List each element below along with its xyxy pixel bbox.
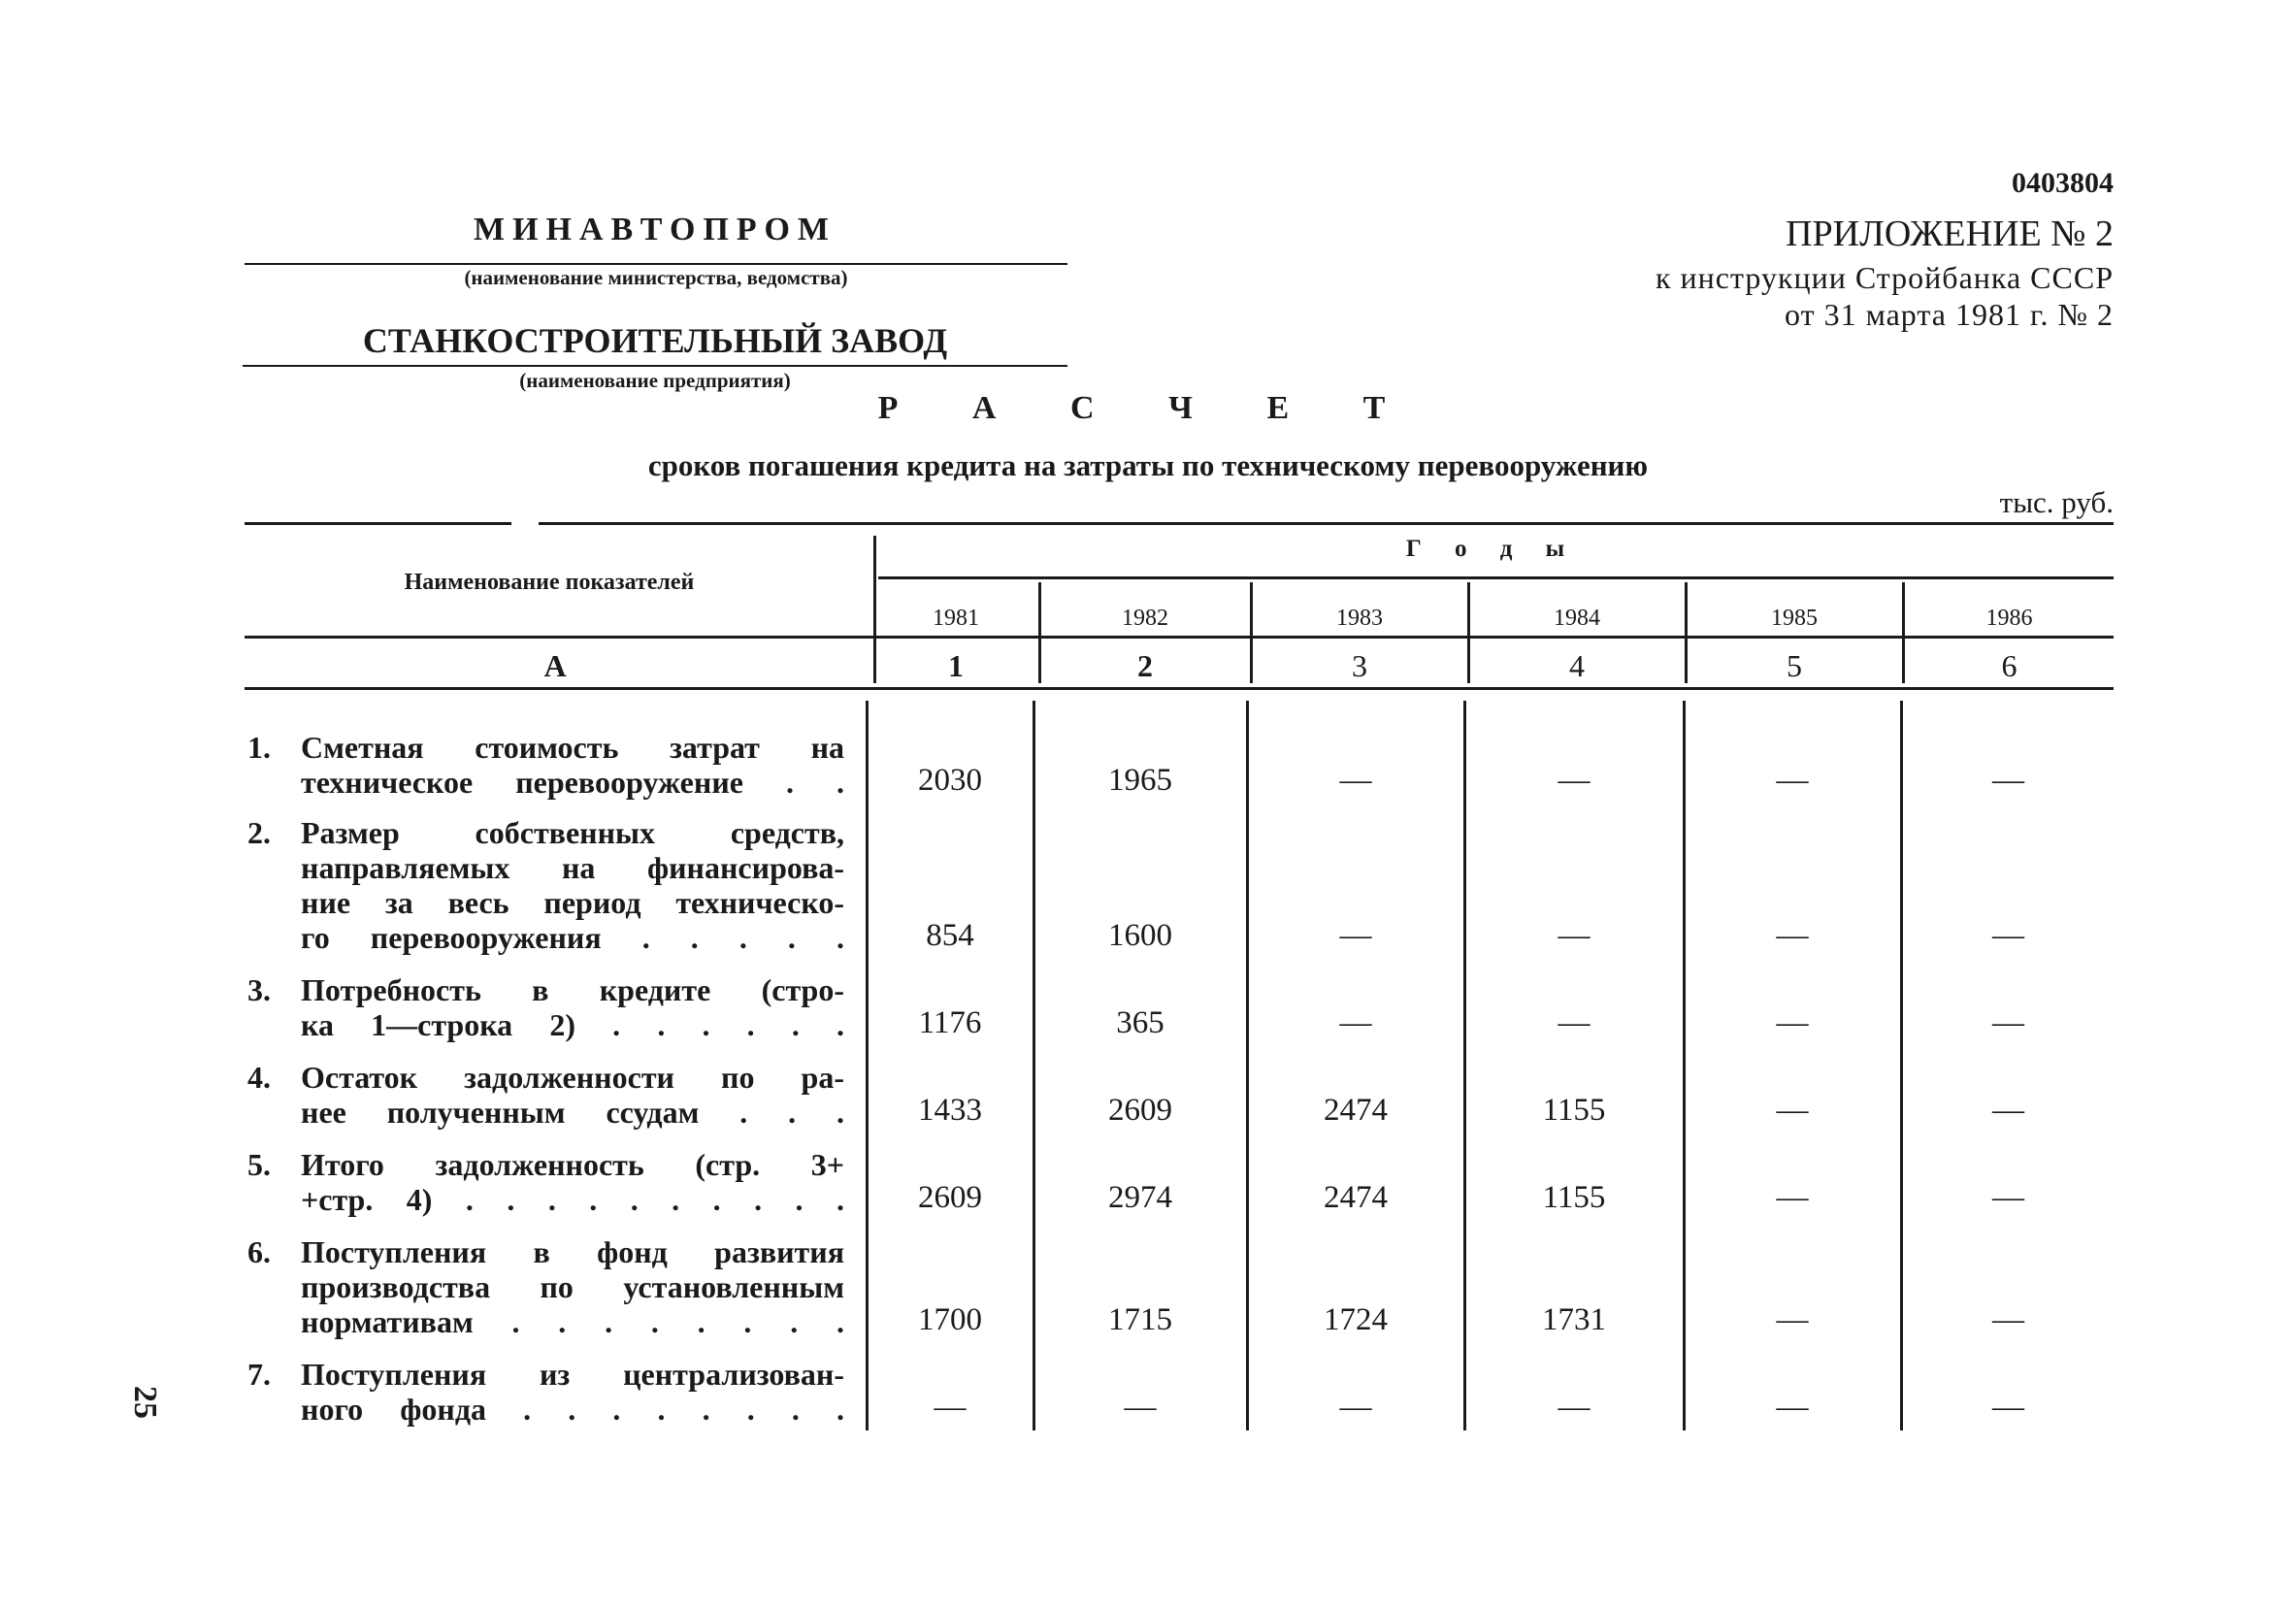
year-header: 1984 [1554, 606, 1600, 631]
year-header: 1986 [1985, 606, 2033, 631]
table-cell: — [1776, 918, 1809, 953]
table-cell: — [1992, 1093, 2024, 1128]
row-text: Поступления в фонд развития производства по установленным нормативам . . . . . . . . [301, 1234, 844, 1339]
row-number: 4. [247, 1060, 271, 1095]
table-cell: — [1776, 1180, 1809, 1215]
table-cell: — [1992, 1180, 2024, 1215]
column-number: 3 [1352, 648, 1367, 683]
instruction-reference: к инструкции Стройбанка СССР [1656, 260, 2114, 295]
column-number: 4 [1569, 648, 1585, 683]
enterprise-name: СТАНКОСТРОИТЕЛЬНЫЙ ЗАВОД [362, 321, 948, 360]
table-cell: — [1776, 1302, 1809, 1337]
row-text: Поступления из централизован- ного фонда . . . . . . . . [301, 1357, 844, 1427]
table-cell: 365 [1116, 1005, 1164, 1040]
row-text: Потребность в кредите (стро- ка 1—строка 2) . . . . . . [301, 972, 844, 1042]
row-number: 7. [247, 1357, 271, 1392]
row-number: 3. [247, 972, 271, 1007]
table-cell: — [1339, 763, 1372, 798]
table-cell: 1965 [1108, 763, 1172, 798]
unit-label: тыс. руб. [1999, 485, 2114, 519]
document-subtitle: сроков погашения кредита на затраты по техническому перевооружению [647, 448, 1649, 482]
document-number: 0403804 [2012, 167, 2114, 199]
years-header: Г о д ы [1405, 536, 1579, 562]
table-cell: 1724 [1324, 1302, 1388, 1337]
page-number: 25 [127, 1386, 163, 1419]
table-cell: — [1992, 1390, 2024, 1425]
ministry-underline [245, 263, 1067, 265]
ministry-caption: (наименование министерства, ведомства) [464, 266, 848, 289]
ministry-name: МИНАВТОПРОМ [474, 212, 836, 247]
table-cell: — [1776, 1093, 1809, 1128]
table-cell: — [1558, 763, 1591, 798]
table-cell: 1600 [1108, 918, 1172, 953]
table-cell: 1176 [918, 1005, 982, 1040]
table-cell: — [934, 1390, 967, 1425]
table-cell: — [1992, 1005, 2024, 1040]
letter-column-number: А [543, 648, 567, 683]
row-text: Размер собственных средств, направляемых на финансирова- ние за весь период техническо- го перевооружения . . . . . [301, 815, 844, 955]
table-cell: 2609 [1108, 1093, 1172, 1128]
instruction-date: от 31 марта 1981 г. № 2 [1785, 297, 2114, 332]
year-header: 1983 [1336, 606, 1383, 631]
table-cell: — [1776, 1005, 1809, 1040]
table-cell: — [1558, 1005, 1591, 1040]
table-cell: 1731 [1542, 1302, 1606, 1337]
appendix-title: ПРИЛОЖЕНИЕ № 2 [1786, 213, 2114, 254]
row-text: Остаток задолженности по ра- нее полученным ссудам . . . [301, 1060, 844, 1130]
table-cell: — [1776, 1390, 1809, 1425]
table-cell: — [1992, 1302, 2024, 1337]
table-cell: 1155 [1542, 1180, 1606, 1215]
table-cell: 854 [926, 918, 974, 953]
table-cell: — [1992, 918, 2024, 953]
column-number: 5 [1787, 648, 1802, 683]
table-cell: 2474 [1324, 1093, 1388, 1128]
table-cell: 1715 [1108, 1302, 1172, 1337]
row-number: 2. [247, 815, 271, 850]
row-text: Итого задолженность (стр. 3+ +стр. 4) . . . . . . . . . . [301, 1147, 844, 1217]
table-cell: — [1776, 763, 1809, 798]
row-number: 1. [247, 730, 271, 765]
document-title: Р А С Ч Е Т [877, 390, 1419, 426]
row-number: 5. [247, 1147, 271, 1182]
table-cell: — [1339, 918, 1372, 953]
table-cell: — [1124, 1390, 1157, 1425]
year-header: 1985 [1771, 606, 1818, 631]
row-text: Сметная стоимость затрат на техническое перевооружение . . [301, 730, 844, 800]
table-cell: — [1339, 1005, 1372, 1040]
table-cell: — [1558, 918, 1591, 953]
row-number: 6. [247, 1234, 271, 1269]
table-cell: 2030 [918, 763, 982, 798]
table-cell: 1700 [918, 1302, 982, 1337]
table-cell: 2474 [1324, 1180, 1388, 1215]
enterprise-underline [243, 365, 1067, 367]
enterprise-caption: (наименование предприятия) [519, 369, 791, 392]
table-cell: — [1992, 763, 2024, 798]
indicators-column-header: Наименование показателей [404, 570, 695, 595]
year-header: 1982 [1122, 606, 1168, 631]
table-cell: — [1558, 1390, 1591, 1425]
table-cell: 2609 [918, 1180, 982, 1215]
year-header: 1981 [933, 606, 979, 631]
column-number: 2 [1137, 648, 1153, 683]
table-cell: 2974 [1108, 1180, 1172, 1215]
table-cell: 1155 [1542, 1093, 1606, 1128]
table-cell: 1433 [918, 1093, 982, 1128]
column-number: 1 [948, 648, 964, 683]
column-number: 6 [2001, 648, 2017, 683]
table-cell: — [1339, 1390, 1372, 1425]
